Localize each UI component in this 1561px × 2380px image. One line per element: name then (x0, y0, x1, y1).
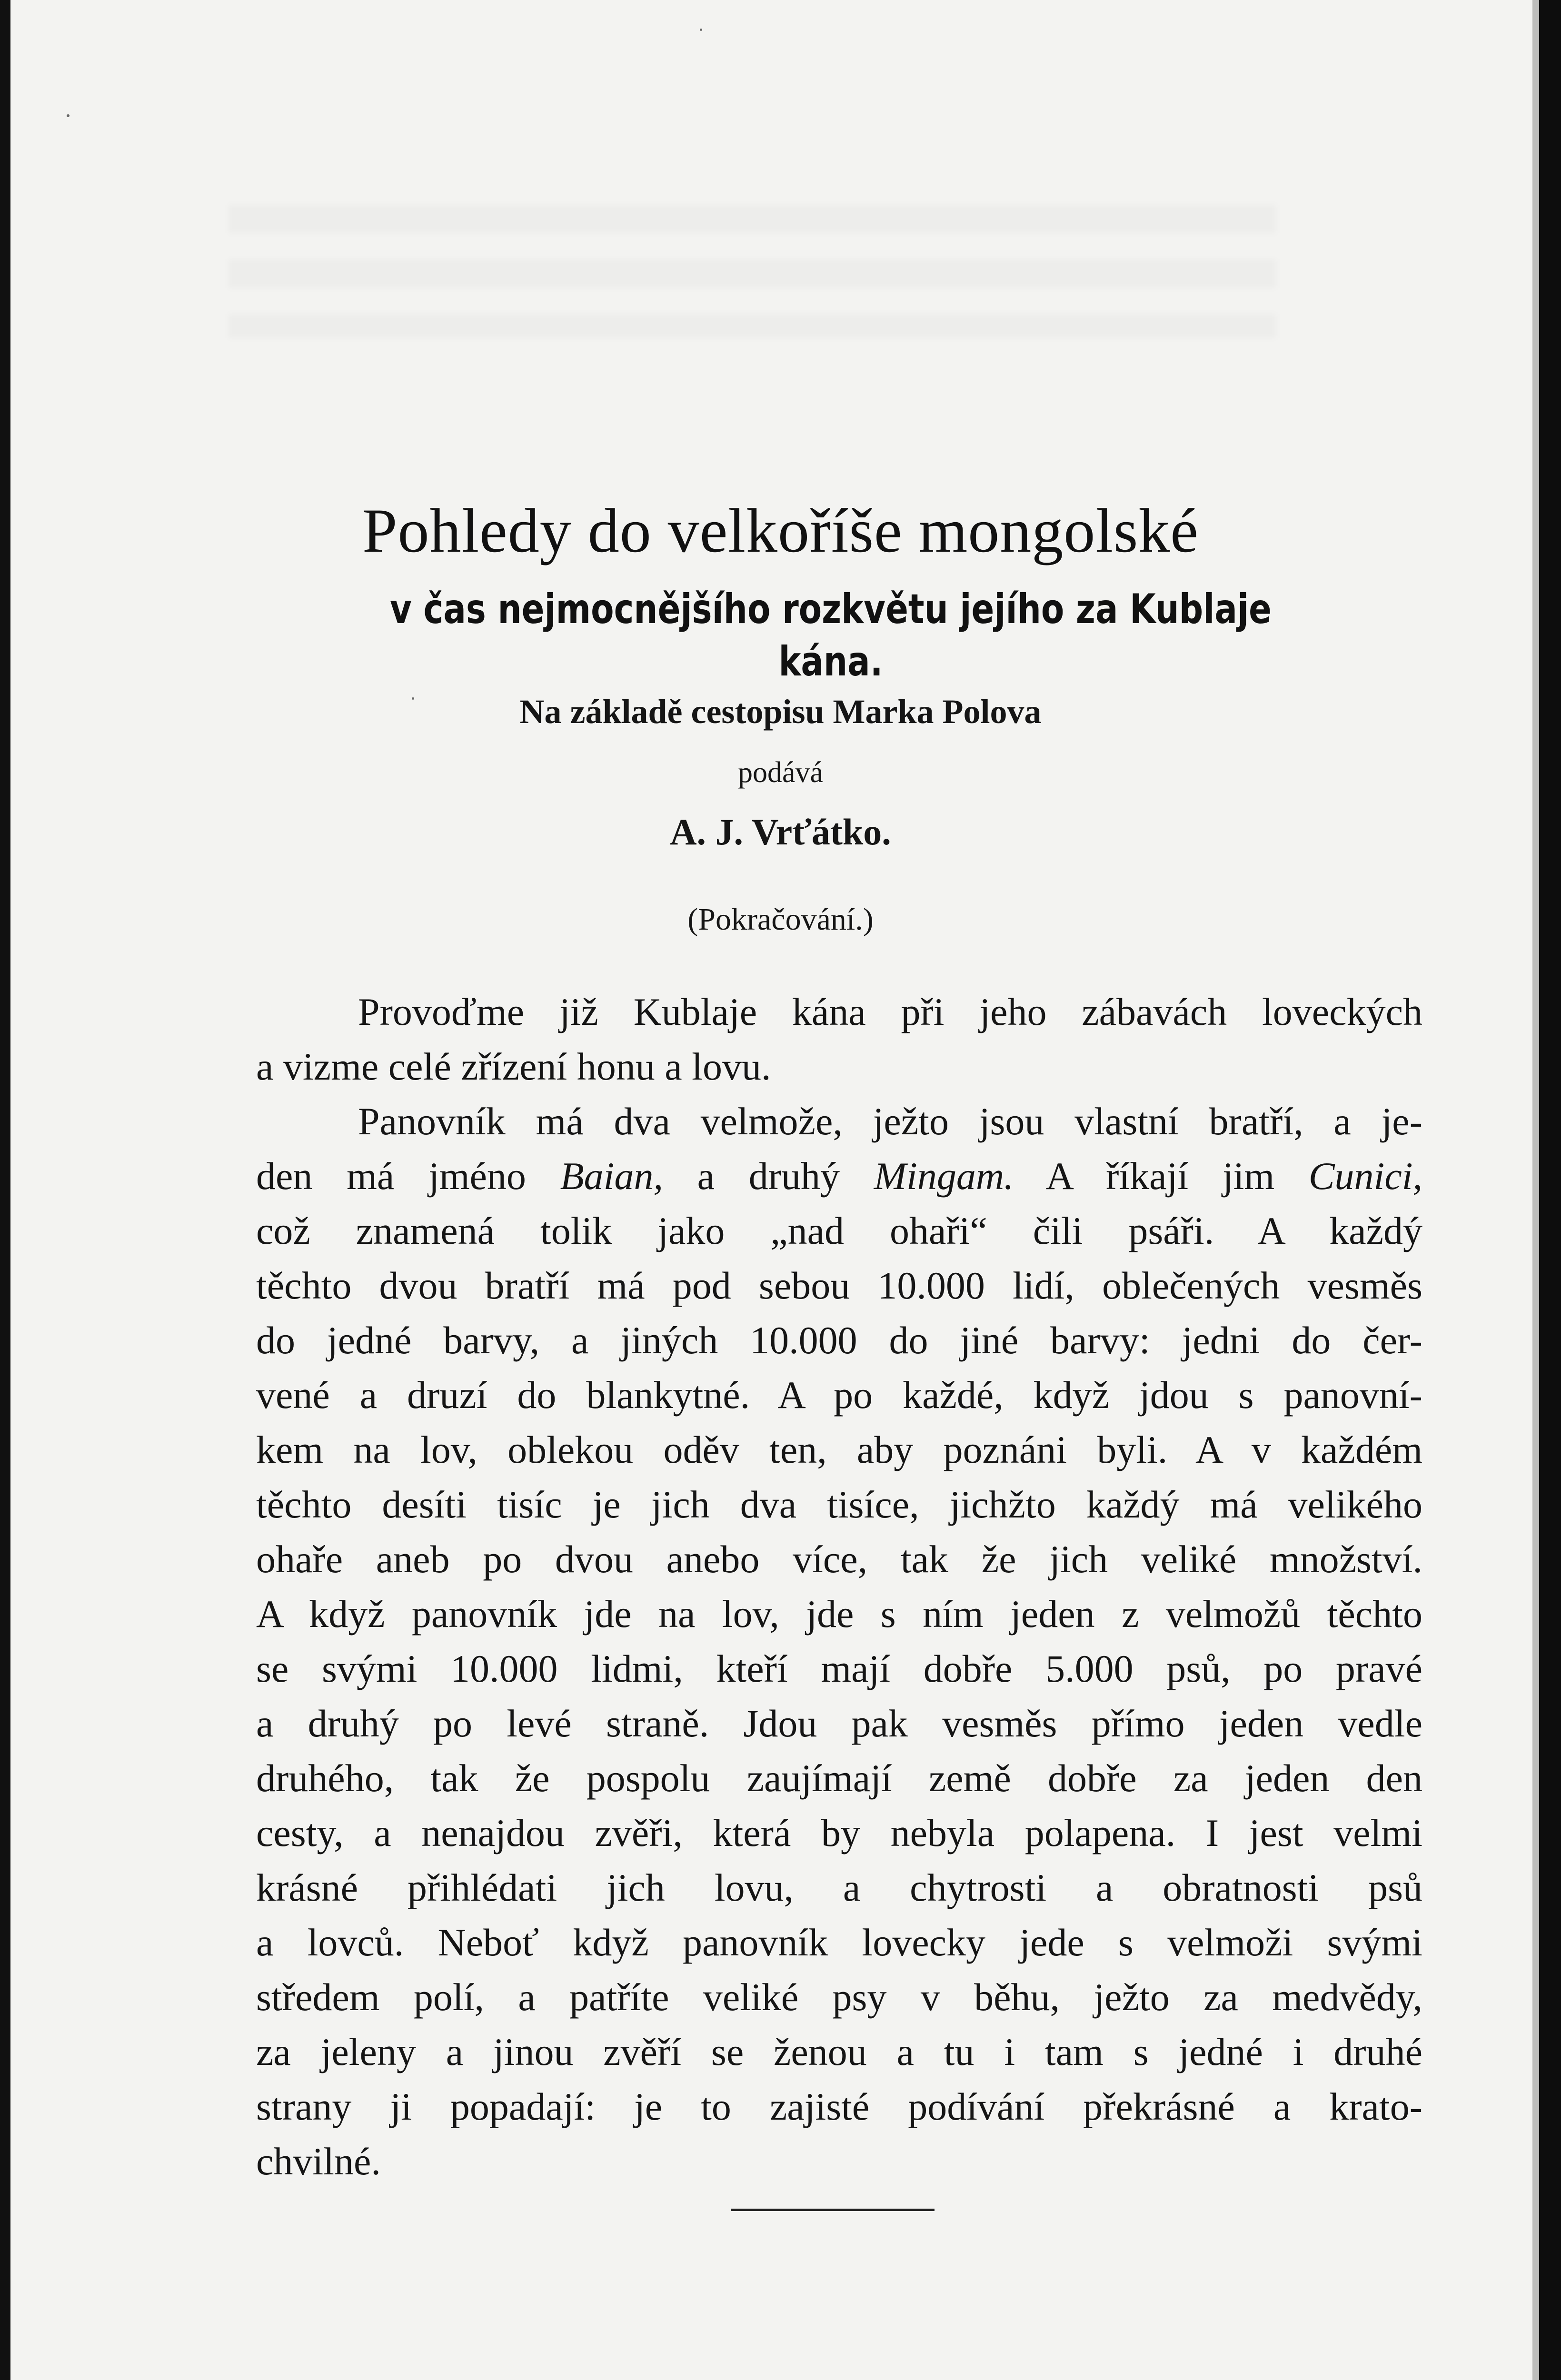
show-through-bleed (229, 205, 1276, 338)
article-title: Pohledy do velkoříše mongolské (362, 496, 1199, 565)
body-line: a lovců. Neboť když panovník lovecky jede s velmoži svými (256, 1921, 1422, 1964)
body-line: za jeleny a jinou zvěří se ženou a tu i tam s jedné i druhé (256, 2030, 1422, 2073)
body-line: A když panovník jde na lov, jde s ním jeden z velmožů těchto (256, 1592, 1422, 1636)
body-line: strany ji popadají: je to zajisté podívání překrásné a krato- (256, 2085, 1422, 2128)
body-line: druhého, tak že pospolu zaujímají země dobře za jeden den (256, 1756, 1422, 1800)
body-line: chvilné. (256, 2140, 381, 2183)
source-basis-line: Na základě cestopisu Marka Polova (519, 693, 1042, 731)
article-body (256, 984, 1422, 2189)
left-scan-edge (0, 0, 10, 2380)
body-line: vené a druzí do blankytné. A po každé, když jdou s panovní- (256, 1373, 1422, 1417)
body-line: středem polí, a patříte veliké psy v běhu, ježto za medvědy, (256, 1975, 1422, 2019)
presents-word: podává (737, 756, 824, 789)
body-line: těchto desíti tisíc je jich dva tisíce, jichžto každý má velikého (256, 1483, 1422, 1526)
name-baian: Baian, (560, 1154, 663, 1198)
dust-speck (700, 29, 702, 31)
body-text-run: den má jméno (256, 1154, 560, 1198)
body-line: těchto dvou bratří má pod sebou 10.000 lidí, oblečených vesměs (256, 1264, 1422, 1307)
term-cunici: Cunici, (1308, 1154, 1422, 1198)
name-mingam: Mingam. (874, 1154, 1014, 1198)
section-end-rule (731, 2209, 935, 2211)
body-line: Provoďme již Kublaje kána při jeho zábavách loveckých (358, 990, 1422, 1033)
author-name: A. J. Vrťátko. (670, 811, 891, 853)
body-line: Panovník má dva velmože, ježto jsou vlastní bratří, a je- (358, 1100, 1422, 1143)
body-line: cesty, a nenajdou zvěři, která by nebyla polapena. I jest velmi (256, 1811, 1422, 1854)
body-line: což znamená tolik jako „nad ohaři“ čili psáři. A každý (256, 1209, 1422, 1252)
body-line: a druhý po levé straně. Jdou pak vesměs přímo jeden vedle (256, 1702, 1422, 1745)
continued-note: (Pokračování.) (687, 902, 874, 937)
right-scan-edge (1539, 0, 1561, 2380)
body-line: krásné přihlédati jich lovu, a chytrosti a obratnosti psů (256, 1866, 1422, 1909)
body-line: a vizme celé zřízení honu a lovu. (256, 1045, 771, 1088)
body-line (256, 1149, 1422, 1203)
article-subtitle: v čas nejmocnějšího rozkvětu jejího za Kublaje kána. (390, 585, 1272, 685)
page-edge-shadow (1532, 0, 1539, 2380)
body-line: do jedné barvy, a jiných 10.000 do jiné barvy: jedni do čer- (256, 1319, 1422, 1362)
body-text-run: A říkají jim (1014, 1154, 1309, 1198)
body-line: kem na lov, oblekou oděv ten, aby poznáni byli. A v každém (256, 1428, 1422, 1471)
body-line: ohaře aneb po dvou anebo více, tak že jich veliké množství. (256, 1537, 1422, 1581)
dust-speck (67, 114, 70, 117)
body-line: se svými 10.000 lidmi, kteří mají dobře 5.000 psů, po pravé (256, 1647, 1422, 1690)
body-text-run: a druhý (663, 1154, 874, 1198)
